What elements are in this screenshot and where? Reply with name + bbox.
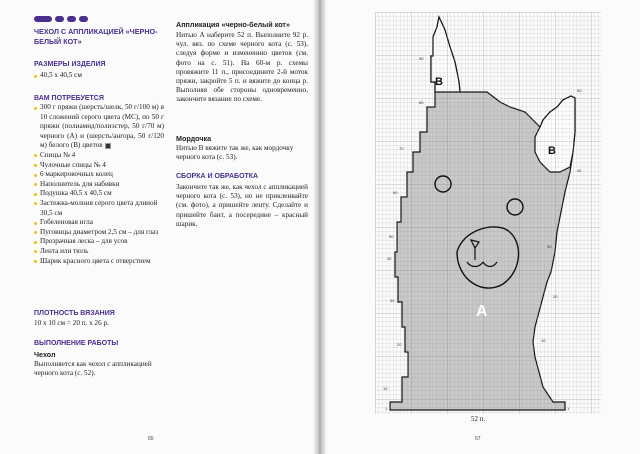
materials-item-yarn: 300 г пряжи (шерсть/шелк, 50 г/100 м) в 10 сложений серого цвета (MC), по 50 г пряжи (полиамид/полиэстер, 50 г/70 м) черного (A) и (шерсть/ангора, 50 г/120 м) белого (B) цветов <box>34 103 164 151</box>
row-mark: 50 <box>389 234 394 239</box>
assembly-text: Закончите так же, как чехол с аппликацией черного кота (с. 53), но не приклеивайте (см. фото), а пришейте ленту. Сделайте и пришейте бант, а посередине – красный шарик. <box>176 183 308 228</box>
materials-item: 6 маркировочных колец <box>34 170 164 180</box>
row-mark: 70 <box>399 146 404 151</box>
gauge-heading: ПЛОТНОСТЬ ВЯЗАНИЯ <box>34 310 115 317</box>
row-mark: 80 <box>419 100 424 105</box>
row-mark: 10 <box>383 386 388 391</box>
size-value: 40,5 х 40,5 см <box>34 71 164 81</box>
stitch-mark: 1 <box>567 406 570 411</box>
chart-caption: 52 п. <box>471 415 486 423</box>
materials-item: Спицы № 4 <box>34 151 164 161</box>
row-mark: 40 <box>387 256 392 261</box>
materials-item: Шарик красного цвета с отверстием <box>34 257 164 267</box>
materials-item: Пуговицы диаметром 2,5 см – для глаз <box>34 228 164 238</box>
knitting-chart <box>375 12 601 414</box>
applique-text: Нитью A наберите 52 п. Выполните 92 р. чул. вяз. по схеме черного кота (с. 53), следуя форме и изменению цветов (см. фото на с. 51). На 60-м р. схемы провяжите 11 п., присоедините 2-й моток пряжи, закройте 5 п. и вяжите до конца р. Выполняя обе стороны одновременно, закончите вязание по схеме. <box>176 31 308 104</box>
stitch-mark: 20 <box>553 294 558 299</box>
stitch-mark: 10 <box>541 338 546 343</box>
materials-item: Прозрачная леска – для усов <box>34 237 164 247</box>
cover-heading: Чехол <box>34 350 56 359</box>
color-swatch-icon <box>105 143 111 149</box>
materials-item: Наполнитель для набивки <box>34 180 164 190</box>
row-mark: 1 <box>385 406 388 411</box>
materials-heading: ВАМ ПОТРЕБУЕТСЯ <box>34 95 104 102</box>
work-heading: ВЫПОЛНЕНИЕ РАБОТЫ <box>34 340 119 347</box>
gauge-value: 10 х 10 см = 20 п. х 26 р. <box>34 319 109 327</box>
zone-label-b-right: B <box>548 145 556 157</box>
cover-text: Выполняется как чехол с аппликацией черного кота (с. 52). <box>34 360 152 378</box>
stitch-mark: 40 <box>577 168 582 173</box>
row-mark: 90 <box>419 56 424 61</box>
stitch-mark: 50 <box>577 88 582 93</box>
materials-item: Застежка-молния серого цвета длиной 30,5 см <box>34 199 164 218</box>
pattern-title: ЧЕХОЛ С АППЛИКАЦИЕЙ «ЧЕРНО-БЕЛЫЙ КОТ» <box>34 27 158 46</box>
sizes-heading: РАЗМЕРЫ ИЗДЕЛИЯ <box>34 61 106 68</box>
materials-item: Лента или тюль <box>34 247 164 257</box>
materials-item: Чулочные спицы № 4 <box>34 161 164 171</box>
applique-heading: Аппликация «черно-белый кот» <box>176 20 290 29</box>
chart-grid-major <box>375 12 601 414</box>
row-mark: 60 <box>393 190 398 195</box>
section-marker-icon <box>34 16 88 22</box>
materials-item: Гобеленовая игла <box>34 218 164 228</box>
assembly-heading: СБОРКА И ОБРАБОТКА <box>176 173 259 180</box>
zone-label-b-left: B <box>435 76 443 88</box>
materials-list <box>34 103 164 266</box>
page-number-right: 67 <box>475 436 481 442</box>
row-mark: 30 <box>390 298 395 303</box>
row-mark: 20 <box>397 342 402 347</box>
page-number-left: 65 <box>148 436 154 442</box>
materials-item: Подушка 40,5 х 40,5 см <box>34 189 164 199</box>
zone-label-a: A <box>476 303 488 320</box>
muzzle-text: Нитью B вяжите так же, как мордочку черного кота (с. 53). <box>176 144 294 162</box>
stitch-mark: 30 <box>547 244 552 249</box>
muzzle-heading: Мордочка <box>176 134 212 143</box>
book-gutter <box>313 0 327 454</box>
